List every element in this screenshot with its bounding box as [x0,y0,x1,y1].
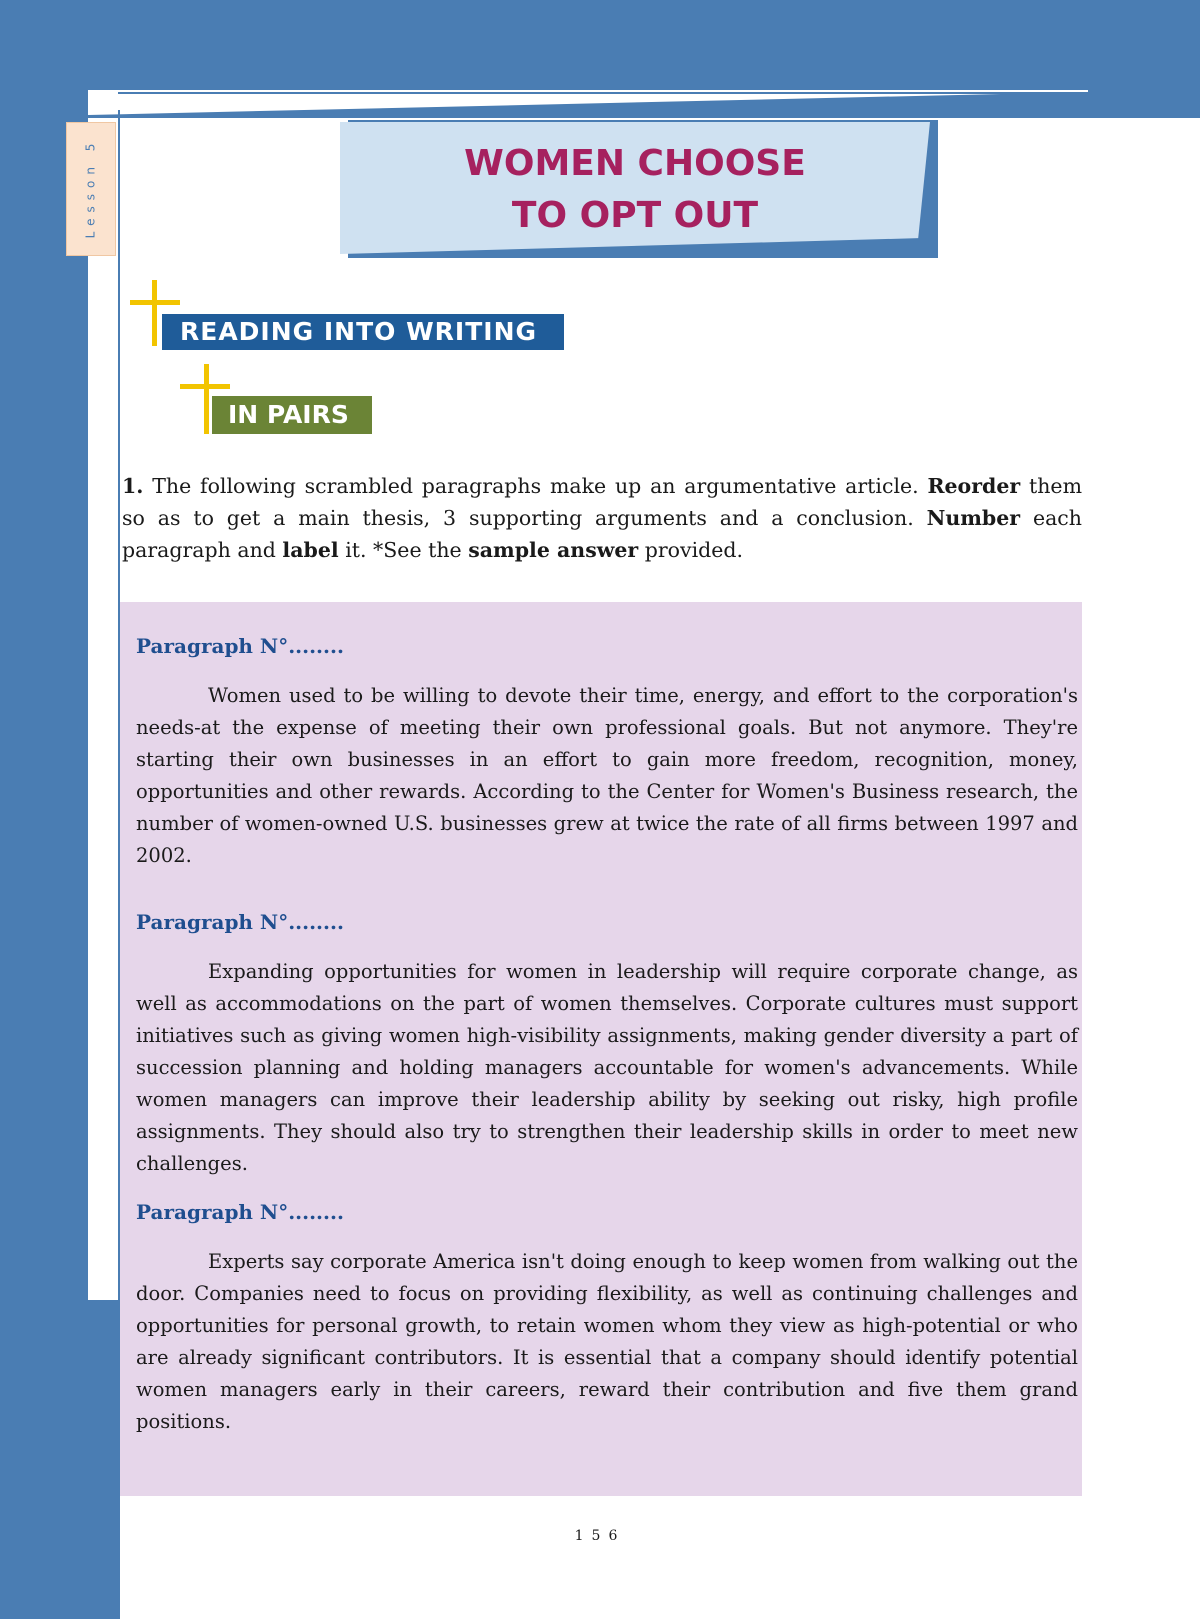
section-label: READING INTO WRITING [162,314,564,350]
paragraph-1-heading: Paragraph N°........ [136,634,344,658]
paragraph-2-heading: Paragraph N°........ [136,910,344,934]
instruction-text-3: each paragraph and [122,506,1082,562]
top-rule [118,92,1088,94]
instruction-bold-number: Number [926,506,1021,530]
paragraph-1-text: Women used to be willing to devote their time, energy, and effort to the corporation's needs-at the expense of meeting their own professional goals. But not anymore. They're starting their own businesses in an effort to gain more freedom, recognition, money, opportunities and other rewards. According to the Center for Women's Business research, the number of women-owned U.S. businesses grew at twice the rate of all firms between 1997 and 2002. [136,684,1078,867]
paragraph-1-body [136,680,1078,872]
section-cross-icon-v [152,280,157,346]
subsection-cross-icon-h [180,384,230,389]
instruction-bold-label: label [282,538,339,562]
subsection-label: IN PAIRS [212,396,372,434]
lesson-tab-label: Lesson 5 [83,137,98,239]
page-title-line-2: TO OPT OUT [511,195,759,236]
instruction-bold-sample: sample answer [468,538,639,562]
paragraph-3-text: Experts say corporate America isn't doing enough to keep women from walking out the door. Companies need to focus on providing flexibility, as well as continuing challenges and opportunities for personal growth, to retain women whom they view as high-potential or who are already significant contributors. It is essential that a company should identify potential women managers early in their careers, reward their contribution and five them grand positions. [136,1250,1078,1433]
instruction-text-2: them so as to get a main thesis, 3 supporting arguments and a conclusion. [122,474,1083,530]
paragraph-2-body [136,956,1078,1180]
instruction-bold-reorder: Reorder [927,474,1021,498]
paragraph-3-body [136,1246,1078,1438]
paragraph-2-text: Expanding opportunities for women in leadership will require corporate change, as well as accommodations on the part of women themselves. Corporate cultures must support initiatives such as giving women high-visibility assignments, making gender diversity a part of succession planning and holding managers accountable for women's advancements. While women managers can improve their leadership ability by seeking out risky, high profile assignments. They should also try to strengthen their leadership skills in order to meet new challenges. [136,960,1078,1175]
lesson-tab-label-wrap [66,122,114,254]
subsection-cross-icon-v [204,364,209,434]
instruction-text-4: it. *See the [338,538,469,562]
left-frame-lower-band [88,1300,120,1619]
instruction-number: 1. [122,474,144,498]
page-title [340,138,930,242]
page-number: 156 [574,1528,626,1544]
paragraph-3-heading: Paragraph N°........ [136,1200,344,1224]
instructions [122,470,1082,566]
section-cross-icon-h [130,300,180,305]
instruction-text-5: provided. [638,538,744,562]
page-title-line-1: WOMEN CHOOSE [464,143,806,184]
instruction-text-1: The following scrambled paragraphs make up an argumentative article. [143,474,928,498]
